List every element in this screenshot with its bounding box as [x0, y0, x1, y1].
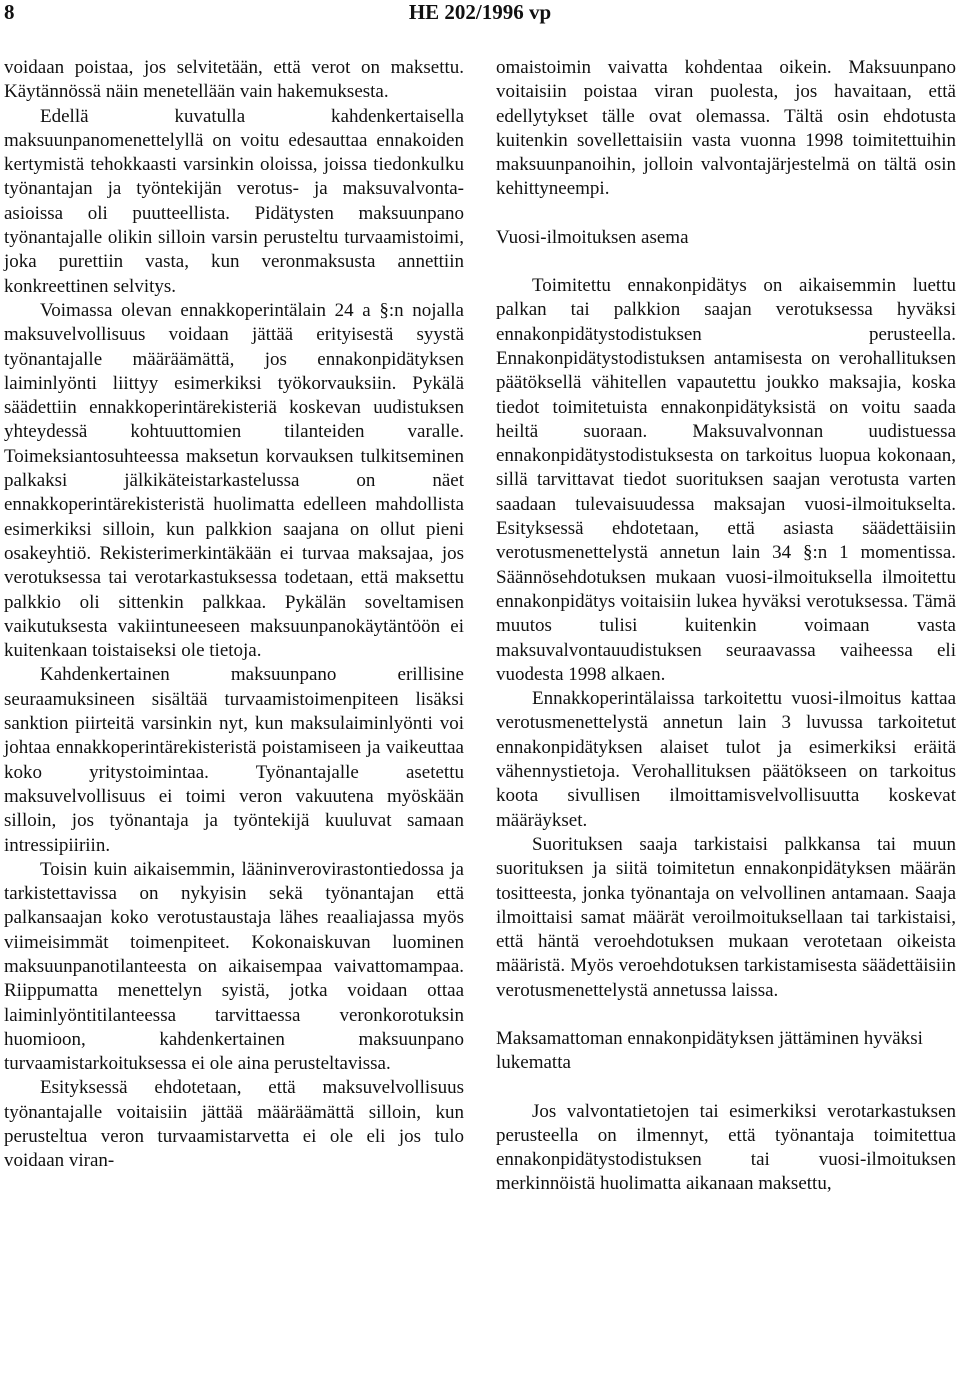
page-header — [0, 0, 960, 30]
paragraph: omaistoimin vaivatta kohdentaa oikein. Maksuunpano voitaisiin poistaa viran puolesta, jos havaitaan, että edellytykset tälle ovat olemassa. Tältä osin ehdotusta kuitenkin sovellettaisiin vasta vuonna 1998 toimitettuihin maksuunpanoihin, jolloin valvontajärjestelmä on tältä osin kehittyneempi. — [496, 57, 956, 200]
section-gap — [496, 250, 956, 274]
paragraph: Kahdenkertainen maksuunpano erillisine seuraamuksineen sisältää turvaamistoimenpiteen lisäksi sanktion piirteitä varsinkin nyt, kun maksulaiminlyönti voi johtaa ennakkoperintärekisteristä poistamiseen ja vaikeuttaa koko yritystoimintaa. Työnantajalle asetettu maksuvelvollisuus ei toimi veron vakuutena myöskään silloin, jos työnantaja ja työntekijä kuuluvat samaan intressipiiriin. — [4, 664, 464, 856]
document-reference: HE 202/1996 vp — [408, 0, 552, 24]
section-heading: Maksamattoman ennakonpidätyksen jättäminen hyväksi lukematta — [496, 1027, 923, 1074]
paragraph: Toisin kuin aikaisemmin, lääninverovirastontiedossa ja tarkistettavissa on nykyisin sekä työnantajan että palkansaajan koko verotustaustaja lähes reaaliajassa myös viimeisimmät toimenpiteet. Kokonaiskuvan luominen maksuunpanotilanteesta on aikaisempaa vaivattomampaa. Riippumatta menettelyn syistä, jotka voidaan ottaa laiminlyöntitilanteessa tarvittaessa veronkorotuksin huomioon, kahdenkertainen maksuunpano turvaamistarkoituksessa ei ole aina perusteltavissa. — [4, 858, 464, 1075]
section-gap — [496, 1076, 956, 1100]
left-column — [4, 56, 464, 1174]
paragraph: Jos valvontatietojen tai esimerkiksi verotarkastuksen perusteella on ilmennyt, että työnantaja toimitettua ennakonpidätystodistuksen tai vuosi-ilmoituksen merkinnöistä huolimatta aikanaan maksettu, — [496, 1100, 956, 1195]
paragraph: Voimassa olevan ennakkoperintälain 24 a §:n nojalla maksuvelvollisuus voidaan jättää erityisestä syystä työnantajalle määräämättä, jos ennakonpidätyksen laiminlyönti liittyy esimerkiksi työkorvauksiin. Pykälä säädettiin ennakkoperintärekisteriä koskevan uudistuksen yhteydessä kohtuuttomien tilanteiden varalle. Toimeksiantosuhteessa maksetun korvauksen tulkitseminen palkaksi jälkikäteistarkastelussa on näet ennakkoperintärekisteristä huolimatta edelleen mahdollista esimerkiksi silloin, kun palkkion saajana on ollut pieni osakeyhtiö. Rekisterimerkintäkään ei turvaa maksajaa, jos verotuksessa tai verotarkastuksessa todetaan, että maksettu palkkio oli sittenkin palkkaa. Pykälän soveltamisen vaikutuksesta vakiintuneeseen maksuunpanokäytäntöön ei kuitenkaan toistaiseksi ole tietoja. — [4, 299, 464, 662]
section-gap — [496, 1003, 956, 1027]
paragraph: voidaan poistaa, jos selvitetään, että verot on maksettu. Käytännössä näin menetellään vain hakemuksesta. — [4, 57, 464, 103]
paragraph: Esityksessä ehdotetaan, että maksuvelvollisuus työnantajalle voitaisiin jättää määräämättä silloin, kun perusteltua veron turvaamistarvetta ei ole eli jos tulo voidaan viran- — [4, 1077, 464, 1172]
paragraph: Edellä kuvatulla kahdenkertaisella maksuunpanomenettelyllä on voitu edesauttaa ennakoiden kertymistä tehokkaasti varsinkin oloissa, joissa tiedonkulku työnantajan ja työntekijän verotus- ja maksuvalvonta-asioissa oli puutteellista. Pidätysten maksuunpano työnantajalle olikin silloin varsin perusteltu turvaamistoimi, joka purettiin vasta, kun veronmaksusta annettiin konkreettinen selvitys. — [4, 105, 464, 297]
right-column — [496, 56, 956, 1197]
paragraph: Suorituksen saaja tarkistaisi palkkansa tai muun suorituksen ja siitä toimitetun ennakonpidätyksen määrän tositteesta, jonka työnantaja on velvollinen antamaan. Saaja ilmoittaisi samat määrät veroilmoituksellaan tai tarkistaisi, että häntä veroehdotuksen mukaan verotetaan oikeista määristä. Myös veroehdotuksen tarkistamisesta säädettäisiin verotusmenettelystä annetussa laissa. — [496, 833, 956, 1001]
section-heading: Vuosi-ilmoituksen asema — [496, 226, 689, 248]
paragraph: Toimitettu ennakonpidätys on aikaisemmin luettu palkan tai palkkion saajan verotuksessa hyväksi ennakonpidätystodistuksen perusteella. Ennakonpidätystodistuksen antamisesta on verohallituksen päätöksellä vähitellen vapautettu joukko maksajia, koska tiedot toimitetuista ennakonpidätyksistä on voitu saada heiltä suoraan. Maksuvalvonnan uudistuessa ennakonpidätystodistuksesta on tarkoitus luopua kokonaan, sillä tarvittavat tiedot suorituksen saajan verotusta varten saadaan tulevaisuudessa maksajan vuosi-ilmoitukselta. Esityksessä ehdotetaan, että asiasta säädettäisiin verotusmenettelystä annetun lain 34 §:n 1 momentissa. Säännösehdotuksen mukaan vuosi-ilmoituksella ilmoitettu ennakonpidätys voitaisiin lukea hyväksi verotuksessa. Tämä muutos tulisi kuitenkin voimaan vasta maksuvalvontauudistuksen seuraavassa vaiheessa eli vuodesta 1998 alkaen. — [496, 275, 956, 685]
section-gap — [496, 202, 956, 226]
paragraph: Ennakkoperintälaissa tarkoitettu vuosi-ilmoitus kattaa verotusmenettelystä annetun lain 3 luvussa tarkoitetut ennakonpidätyksen alaiset tulot ja esimerkiksi eräitä vähennystietoja. Verohallituksen päätökseen on tarkoitus koota sivullisen ilmoittamisvelvollisuutta koskevat määräykset. — [496, 688, 956, 831]
page-number: 8 — [4, 0, 15, 24]
